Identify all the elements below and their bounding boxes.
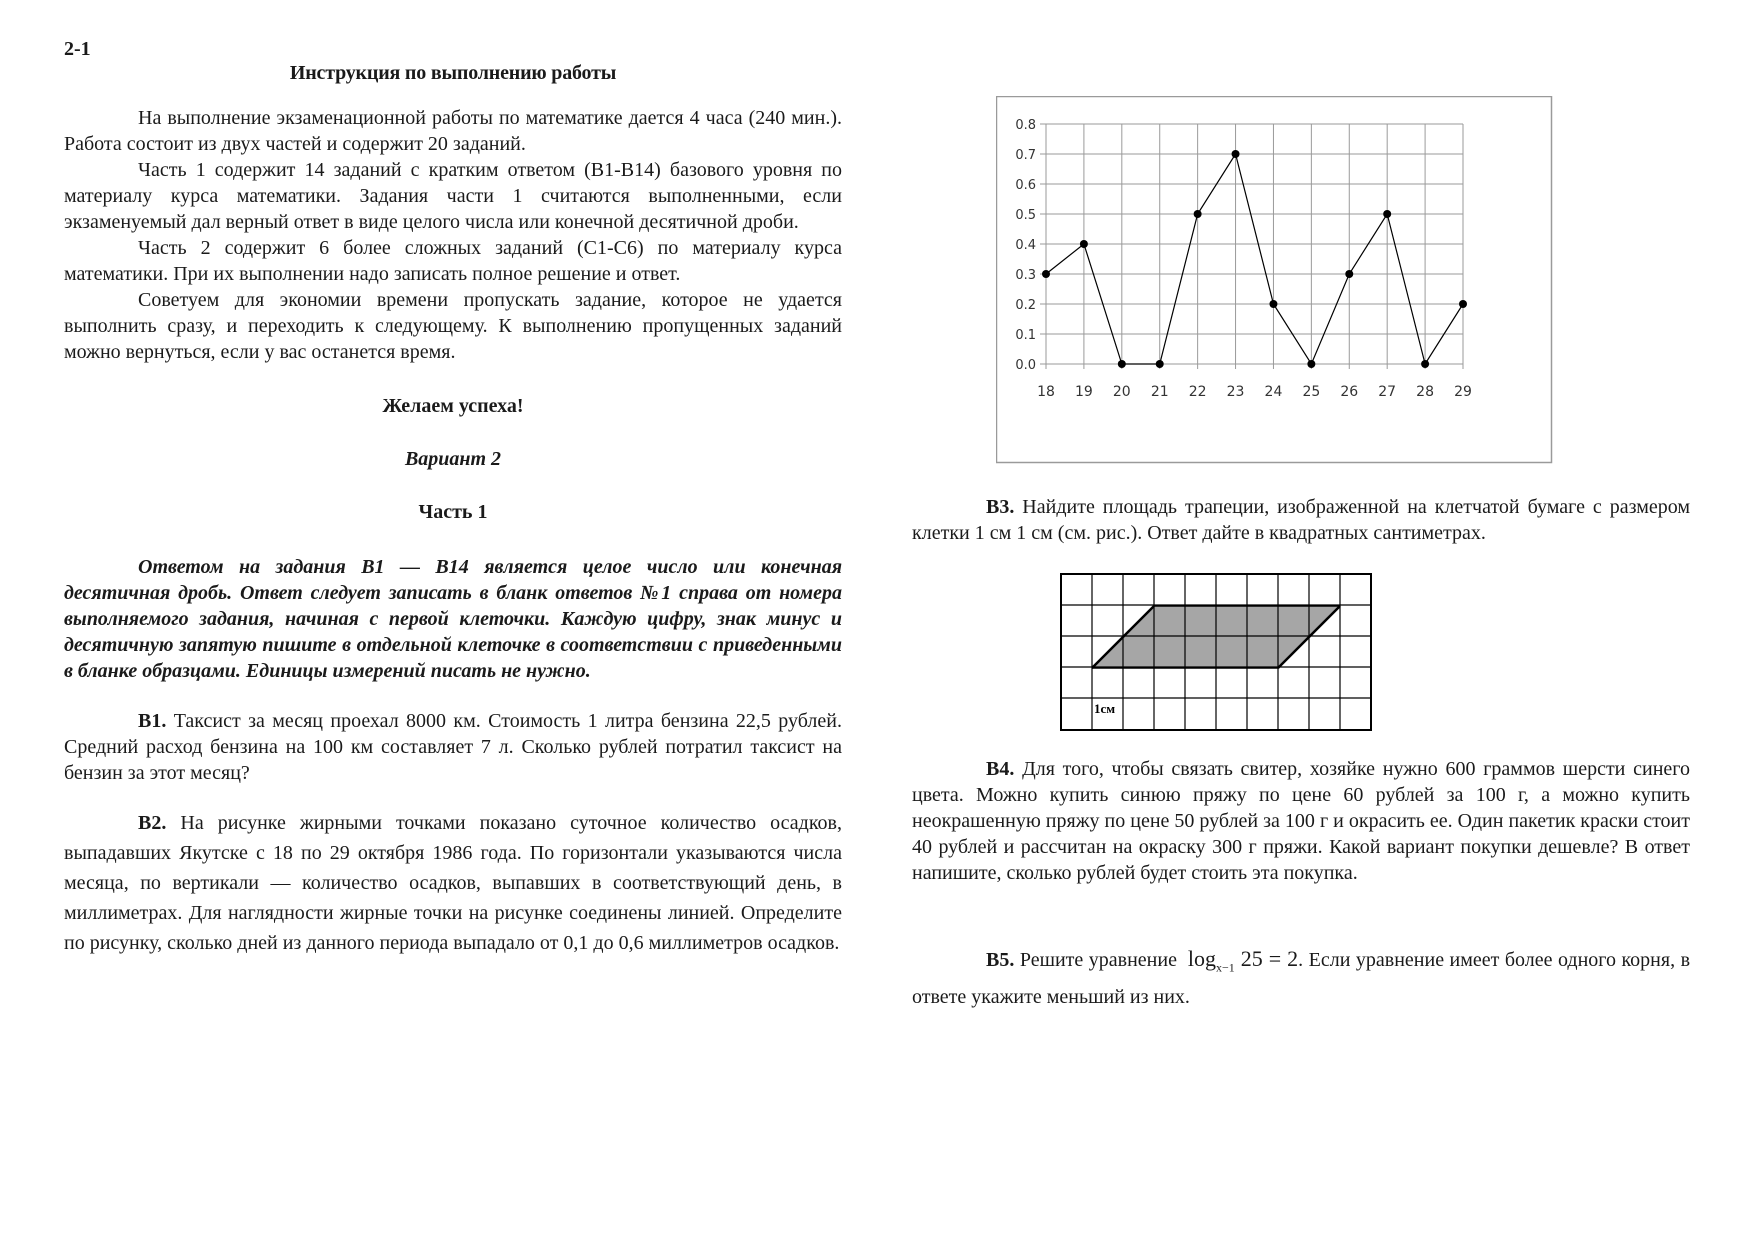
chart-data-point — [1080, 240, 1088, 248]
chart-data-point — [1194, 210, 1202, 218]
instruction-title: Инструкция по выполнению работы — [289, 62, 617, 84]
chart-y-tick-label: 0.1 — [1015, 328, 1036, 343]
chart-data-point — [1232, 150, 1240, 158]
chart-x-tick-label: 19 — [1074, 384, 1093, 400]
instruction-paragraph-3: Часть 2 содержит 6 более сложных заданий (С1-С6) по материалу курса математики. При их выполнении надо записать полное решение и ответ. — [64, 237, 842, 285]
chart-x-tick-label: 20 — [1112, 384, 1131, 400]
task-b4-text: Для того, чтобы связать свитер, хозяйке нужно 600 граммов шерсти синего цвета. Можно купить синюю пряжу по цене 60 рублей за 100 г, а можно купить неокрашенную пряжу по цене 50 рублей за 100 г и окрасить ее. Один пакетик краски стоит 40 рублей и рассчитан на окраску 300 г пряжи. Какой вариант покупки дешевле? В ответ напишите, сколько рублей будет стоить эта покупка. — [912, 758, 1690, 884]
chart-frame — [997, 97, 1552, 463]
variant-heading: Вариант 2 — [404, 448, 502, 470]
task-b5-label: В5. — [986, 949, 1015, 971]
task-b2-text: На рисунке жирными точками показано суточное количество осадков, выпадавших Якутске с 18 по 29 октября 1986 года. По горизонтали указываются числа месяца, по вертикали — количество осадков, выпавших в соответствующий день, в миллиметрах. Для наглядности жирные точки на рисунке соединены линией. Определите по рисунку, сколько дней из данного периода выпадало от 0,1 до 0,6 миллиметров осадков. — [64, 812, 842, 954]
trapezoid-grid-figure — [1060, 573, 1374, 733]
task-b1-label: В1. — [138, 710, 167, 732]
task-b5-text-before: Решите уравнение — [1019, 949, 1177, 971]
chart-x-tick-label: 28 — [1416, 384, 1435, 400]
instruction-paragraph-4: Советуем для экономии времени пропускать задание, которое не удается выполнить сразу, и переходить к следующему. К выполнению пропущенных заданий можно вернуться, если у вас останется время. — [64, 289, 842, 363]
chart-data-point — [1269, 300, 1277, 308]
task-b2 — [64, 808, 842, 958]
task-b4 — [912, 756, 1690, 886]
left-column — [64, 62, 842, 958]
chart-data-point — [1383, 210, 1391, 218]
chart-data-point — [1421, 360, 1429, 368]
instruction-paragraph-2: Часть 1 содержит 14 заданий с кратким ответом (В1-В14) базового уровня по материалу курса математики. Задания части 1 считаются выполненными, если экзаменуемый дал верный ответ в виде целого числа или конечной десятичной дроби. — [64, 159, 842, 233]
chart-data-point — [1042, 270, 1050, 278]
chart-x-tick-label: 26 — [1340, 384, 1359, 400]
log-base: x−1 — [1216, 960, 1235, 975]
chart-x-tick-label: 22 — [1188, 384, 1207, 400]
chart-y-tick-labels — [1015, 118, 1036, 373]
task-b3-paragraph — [912, 494, 1690, 546]
chart-x-tick-label: 23 — [1226, 384, 1245, 400]
chart-x-tick-label: 24 — [1264, 384, 1283, 400]
task-b4-label: В4. — [986, 758, 1015, 780]
task-b2-label: В2. — [138, 812, 167, 834]
chart-x-tick-label: 21 — [1150, 384, 1169, 400]
chart-data-point — [1307, 360, 1315, 368]
chart-x-tick-label: 27 — [1378, 384, 1397, 400]
task-b5-text-after: . Если уравнение имеет более одного корня, в ответе укажите меньший из них. — [912, 949, 1691, 1009]
task-b5 — [912, 944, 1690, 1012]
precipitation-chart — [996, 96, 1554, 464]
task-b4-paragraph — [912, 756, 1690, 886]
chart-y-tick-label: 0.7 — [1015, 148, 1036, 163]
task-b3 — [912, 494, 1690, 546]
log-argument-and-value: 25 = 2 — [1234, 946, 1299, 971]
task-b3-text: Найдите площадь трапеции, изображенной на клетчатой бумаге с размером клетки 1 см 1 см (см. рис.). Ответ дайте в квадратных сантиметрах. — [912, 496, 1691, 544]
chart-y-tick-label: 0.5 — [1015, 208, 1036, 223]
answer-rules: Ответом на задания В1 — В14 является целое число или конечная десятичная дробь. Ответ следует записать в бланк ответов №1 справа от номера выполняемого задания, начиная с первой клеточки. Каждую цифру, знак минус и десятичную запятую пишите в отдельной клеточке в соответствии с приведенными в бланке образцами. Единицы измерений писать не нужно. — [64, 556, 842, 682]
part-heading: Часть 1 — [418, 501, 488, 523]
chart-y-tick-label: 0.6 — [1015, 178, 1036, 193]
chart-y-tick-label: 0.4 — [1015, 238, 1036, 253]
task-b1-text: Таксист за месяц проехал 8000 км. Стоимость 1 литра бензина 22,5 рублей. Средний расход бензина на 100 км составляет 7 л. Сколько рублей потратил таксист на бензин за этот месяц? — [64, 710, 842, 784]
chart-x-tick-label: 18 — [1037, 384, 1055, 400]
task-b5-paragraph — [912, 944, 1690, 1012]
chart-data-point — [1118, 360, 1126, 368]
unit-cell-label: 1см — [1094, 701, 1116, 716]
chart-y-tick-label: 0.3 — [1015, 268, 1036, 283]
chart-data-point — [1345, 270, 1353, 278]
log-equation — [1187, 946, 1299, 975]
chart-data-point — [1459, 300, 1467, 308]
log-symbol: log — [1187, 946, 1217, 971]
chart-y-tick-label: 0.0 — [1015, 358, 1036, 373]
chart-y-tick-label: 0.2 — [1015, 298, 1036, 313]
task-b1 — [64, 708, 842, 786]
instruction-paragraph-1: На выполнение экзаменационной работы по математике дается 4 часа (240 мин.). Работа состоит из двух частей и содержит 20 заданий. — [64, 107, 842, 155]
page-label: 2-1 — [64, 38, 91, 60]
wish-text: Желаем успеха! — [382, 395, 524, 417]
chart-data-point — [1156, 360, 1164, 368]
chart-y-tick-label: 0.8 — [1015, 118, 1036, 133]
task-b3-label: В3. — [986, 496, 1015, 518]
chart-x-tick-label: 29 — [1454, 384, 1472, 400]
chart-x-tick-label: 25 — [1302, 384, 1321, 400]
